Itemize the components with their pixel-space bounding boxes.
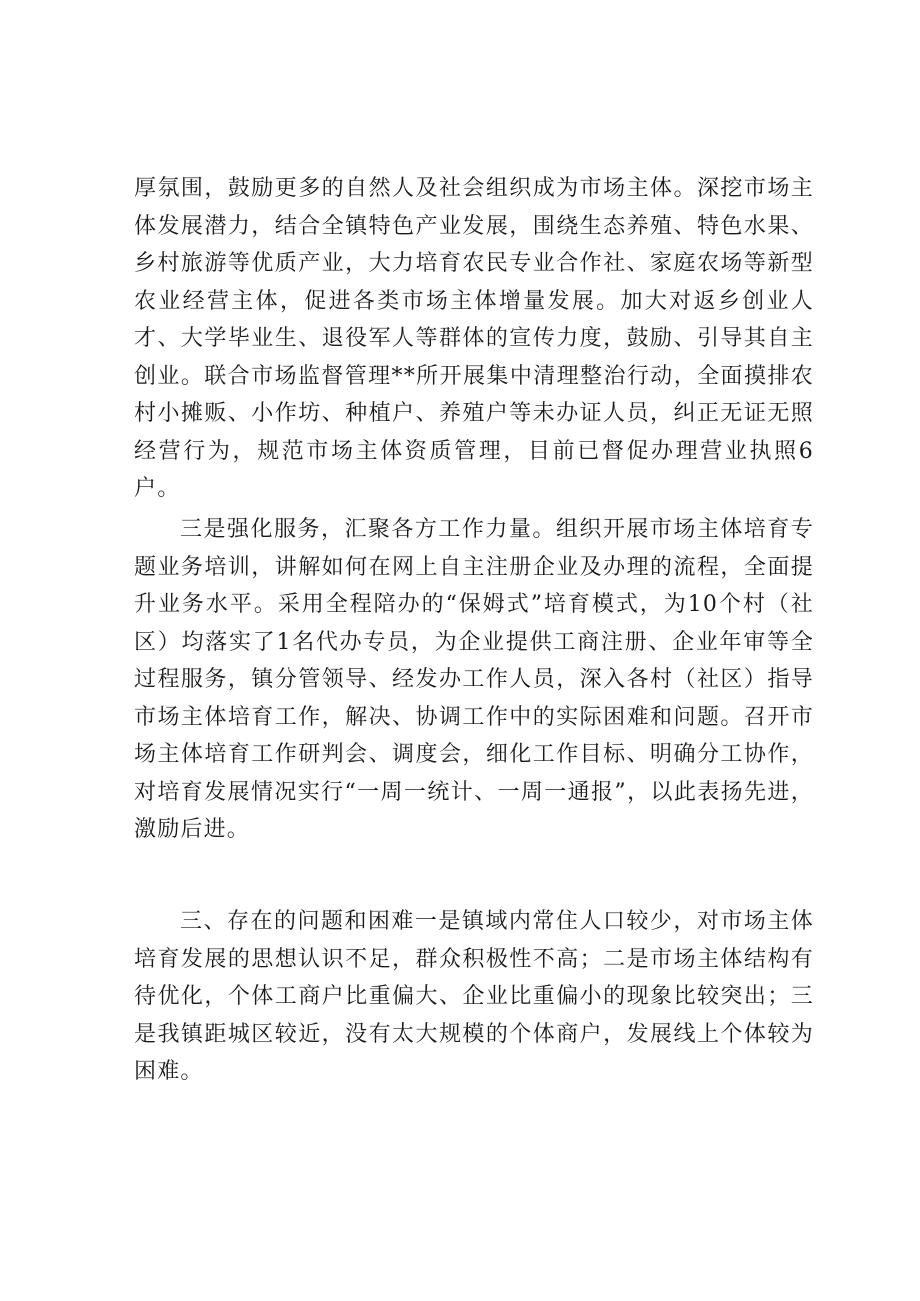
paragraph-strengthen-service: 三是强化服务，汇聚各方工作力量。组织开展市场主体培育专题业务培训，讲解如何在网上自主注册企业及办理的流程，全面提升业务水平。采用全程陪办的“保姆式”培育模式，为10个村（社区）均落实了1名代办专员，为企业提供工商注册、企业年审等全过程服务，镇分管领导、经发办工作人员，深入各村（社区）指导市场主体培育工作，解决、协调工作中的实际困难和问题。召开市场主体培育工作研判会、调度会，细化工作目标、明确分工协作，对培育发展情况实行“一周一统计、一周一通报”，以此表扬先进，激励后进。 bbox=[134, 517, 814, 842]
paragraph-market-entity-cultivation: 厚氛围，鼓励更多的自然人及社会组织成为市场主体。深挖市场主体发展潜力，结合全镇特色产业发展，围绕生态养殖、特色水果、乡村旅游等优质产业，大力培育农民专业合作社、家庭农场等新型农业经营主体，促进各类市场主体增量发展。加大对返乡创业人才、大学毕业生、退役军人等群体的宣传力度，鼓励、引导其自主创业。联合市场监督管理**所开展集中清理整治行动，全面摸排农村小摊贩、小作坊、种植户、养殖户等未办证人员，纠正无证无照经营行为，规范市场主体资质管理，目前已督促办理营业执照6户。 bbox=[134, 176, 814, 501]
paragraph-problems-difficulties: 三、存在的问题和困难一是镇域内常住人口较少，对市场主体培育发展的思想认识不足，群众积极性不高；二是市场主体结构有待优化，个体工商户比重偏大、企业比重偏小的现象比较突出；三是我镇距城区较近，没有太大规模的个体商户，发展线上个体较为困难。 bbox=[134, 909, 814, 1084]
